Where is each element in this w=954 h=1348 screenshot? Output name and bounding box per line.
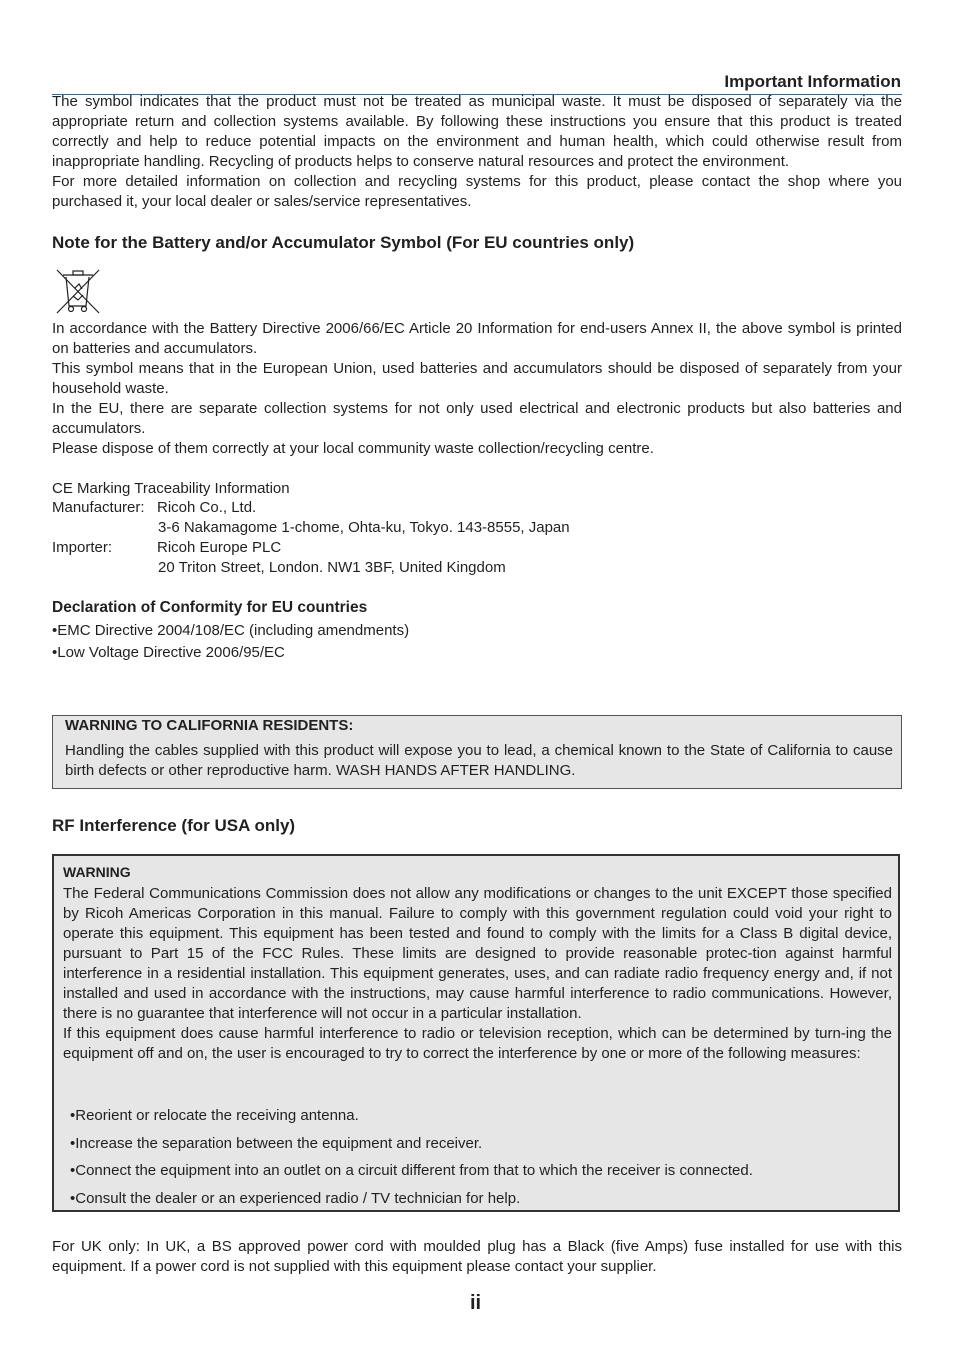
fcc-measure-item: •Reorient or relocate the receiving antenna. [70,1107,359,1124]
battery-paragraph-4: Please dispose of them correctly at your local community waste collection/recycling centre. [52,440,654,457]
battery-paragraph-2: This symbol means that in the European Union, used batteries and accumulators should be disposed of separately from your household waste. [52,360,902,397]
fcc-measure-item: •Consult the dealer or an experienced radio / TV technician for help. [70,1190,521,1207]
california-warning-box [52,715,902,789]
manufacturer-label: Manufacturer: [52,499,145,516]
page-number: ii [470,1292,482,1314]
fcc-measure-item: •Increase the separation between the equipment and receiver. [70,1135,483,1152]
fcc-warning-paragraph-1: The Federal Communications Commission does not allow any modifications or changes to the unit EXCEPT those specified by Ricoh Americas Corporation in this manual. Failure to comply with this government regulation could void your right to operate this equipment. This equipment has been tested and found to comply with the limits for a Class B digital device, pursuant to Part 15 of the FCC Rules. These limits are designed to provide reasonable protec-tion against harmful interference in a residential installation. This equipment generates, uses, and can radiate radio frequency energy and, if not installed and used in accordance with the instructions, may cause harmful interference to radio communications. However, there is no guarantee that interference will not occur in a particular installation. [63,885,892,1022]
page-header-title: Important Information [724,72,901,91]
battery-heading: Note for the Battery and/or Accumulator Symbol (For EU countries only) [52,233,635,252]
crossed-out-wheelie-bin-icon [53,266,103,316]
california-warning-title: WARNING TO CALIFORNIA RESIDENTS: [65,717,354,734]
california-warning-text: Handling the cables supplied with this product will expose you to lead, a chemical known to the State of California to cause birth defects or other reproductive harm. WASH HANDS AFTER HANDLING. [65,742,893,779]
importer-address: 20 Triton Street, London. NW1 3BF, United Kingdom [158,559,506,576]
declaration-heading: Declaration of Conformity for EU countries [52,599,368,616]
fcc-warning-paragraph-2: If this equipment does cause harmful interference to radio or television reception, which can be determined by turn-ing the equipment off and on, the user is encouraged to try to correct the interference by one or more of the following measures: [63,1025,892,1062]
intro-paragraph-2: For more detailed information on collection and recycling systems for this product, please contact the shop where you purchased it, your local dealer or sales/service representatives. [52,173,902,210]
declaration-item: •Low Voltage Directive 2006/95/EC [52,644,285,661]
uk-paragraph: For UK only: In UK, a BS approved power cord with moulded plug has a Black (five Amps) fuse installed for use with this equipment. If a power cord is not supplied with this equipment please contact your supplier. [52,1238,902,1275]
battery-paragraph-3: In the EU, there are separate collection systems for not only used electrical and electronic products but also batteries and accumulators. [52,400,902,437]
manufacturer-address: 3-6 Nakamagome 1-chome, Ohta-ku, Tokyo. 143-8555, Japan [158,519,570,536]
fcc-warning-box [52,854,900,1212]
ce-title: CE Marking Traceability Information [52,480,290,497]
fcc-measure-item: •Connect the equipment into an outlet on a circuit different from that to which the receiver is connected. [70,1162,753,1179]
battery-paragraph-1: In accordance with the Battery Directive 2006/66/EC Article 20 Information for end-users Annex II, the above symbol is printed on batteries and accumulators. [52,320,902,357]
fcc-warning-title: WARNING [63,864,131,880]
importer-label: Importer: [52,539,113,556]
manufacturer-name: Ricoh Co., Ltd. [157,499,257,516]
declaration-item: •EMC Directive 2004/108/EC (including amendments) [52,622,410,639]
intro-paragraph-1: The symbol indicates that the product must not be treated as municipal waste. It must be disposed of separately via the appropriate return and collection systems available. By following these instructions you ensure that this product is treated correctly and help to reduce potential impacts on the environment and human health, which could otherwise result from inappropriate handling. Recycling of products helps to conserve natural resources and protect the environment. [52,93,902,170]
importer-name: Ricoh Europe PLC [157,539,282,556]
rf-heading: RF Interference (for USA only) [52,816,296,835]
